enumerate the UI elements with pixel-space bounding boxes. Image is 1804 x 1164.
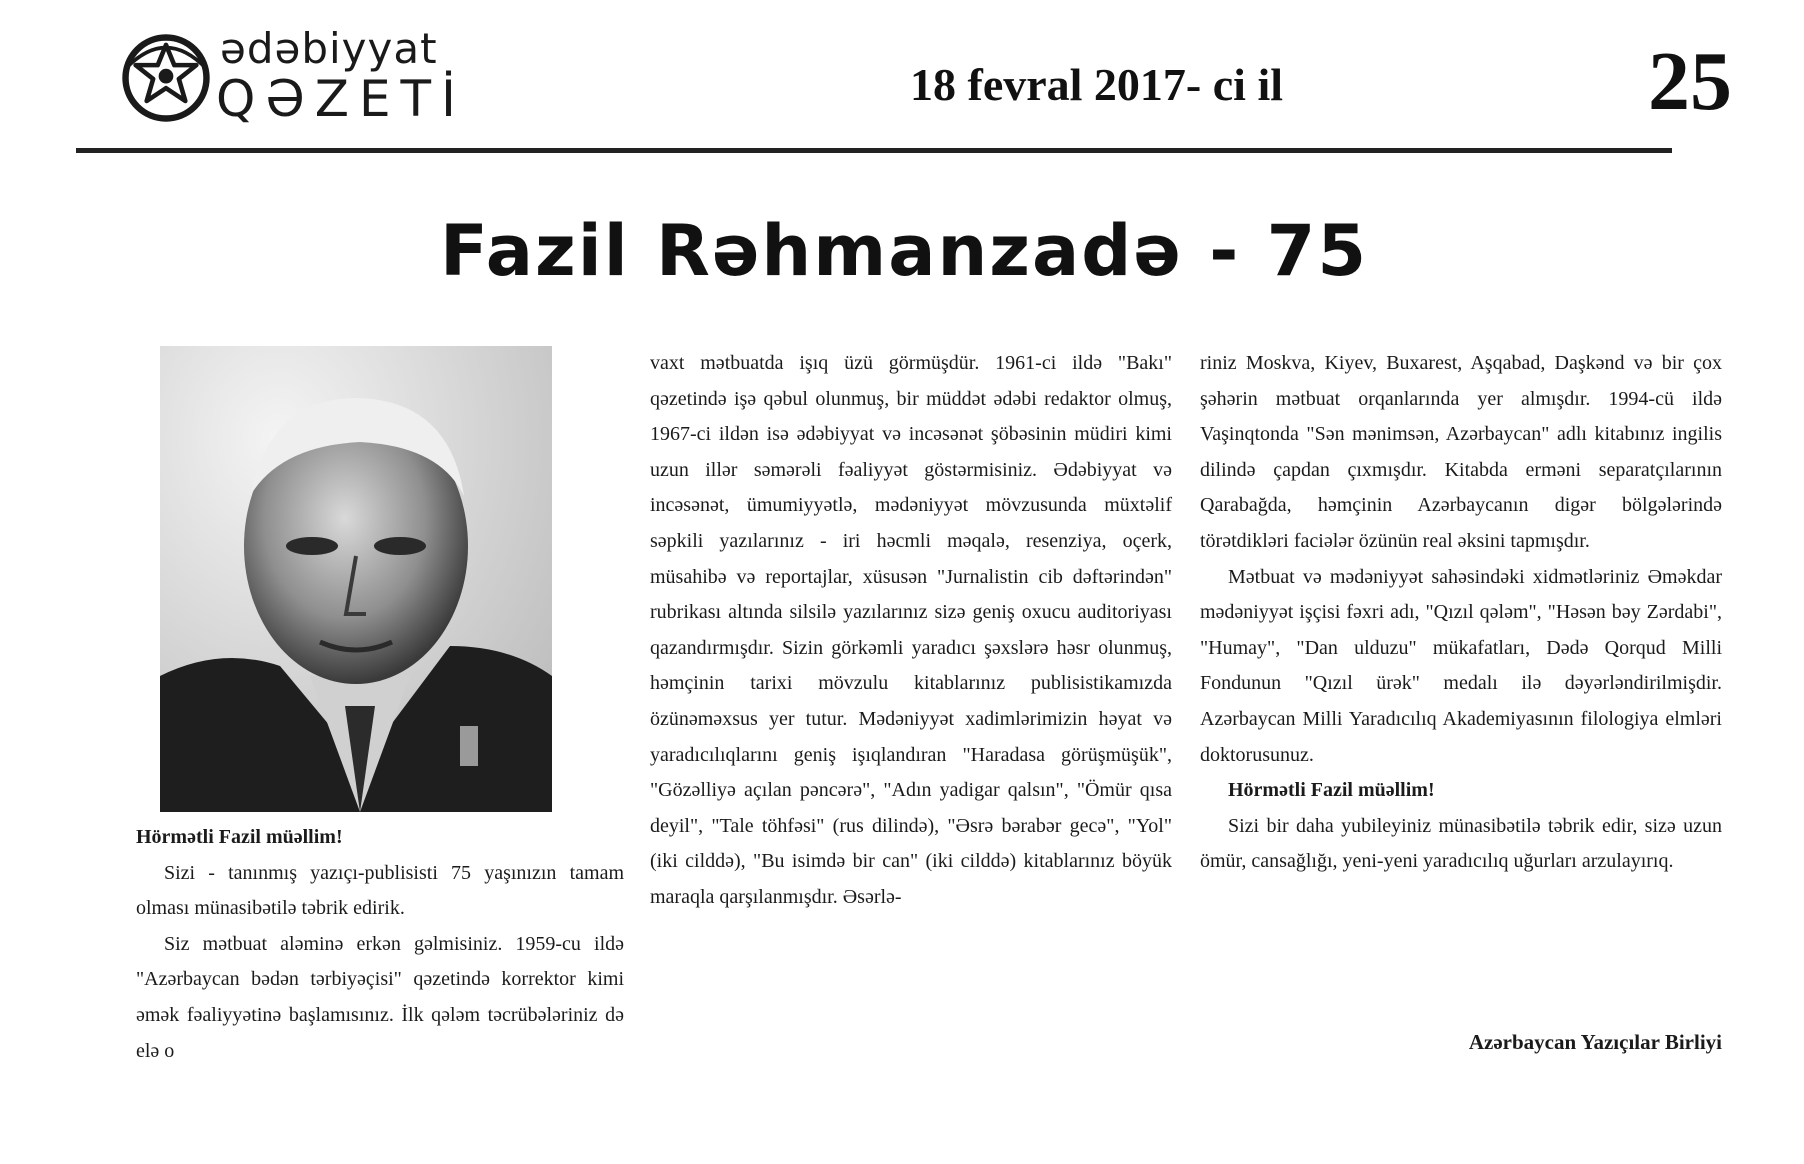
paragraph: Sizi bir daha yubileyiniz münasibətilə təbrik edir, sizə uzun ömür, cansağlığı, yeni-yeni yaradıcılıq uğurları arzulayırıq. (1200, 814, 1722, 873)
greeting: Hörmətli Fazil müəllim! (1228, 779, 1435, 802)
logo-text-top: ədəbiyyat (220, 24, 438, 73)
article-title: Fazil Rəhmanzadə - 75 (440, 210, 1369, 292)
issue-date: 18 fevral 2017- ci il (910, 59, 1284, 110)
page-number: 25 (1648, 35, 1732, 128)
portrait-image (160, 346, 552, 812)
author-portrait (160, 346, 552, 812)
signature: Azərbaycan Yazıçılar Birliyi (1468, 1030, 1722, 1054)
paragraph: riniz Moskva, Kiyev, Buxarest, Aşqabad, Daşkənd və bir çox şəhərin mətbuat orqanlarında yer almışdır. 1994-cü ildə Vaşinqtonda "Sən mənimsən, Azərbaycan" adlı kitabınız ingilis dilində çapdan çıxmışdır. Kitabda erməni separatçılarının Qarabağda, həmçinin Azərbaycanın digər bölgələrində törətdikləri faciələr özünün real əksini tapmışdır. (1200, 352, 1722, 552)
masthead-logo (120, 24, 466, 128)
header-divider (76, 148, 1672, 153)
paragraph: vaxt mətbuatda işıq üzü görmüşdür. 1961-ci ildə "Bakı" qəzetində işə qəbul olunmuş, bir müddət ədəbi redaktor olmuş, 1967-ci ildən isə ədəbiyyat və incəsənət şöbəsinin müdiri kimi uzun illər səmərəli fəaliyyət göstərmisiniz. Ədəbiyyat və incəsənət, ümumiyyətlə, mədəniyyət mövzusunda müxtəlif səpkili yazılarınız - iri həcmli məqalə, resenziya, oçerk, müsahibə və reportajlar, xüsusən "Jurnalistin cib dəftərindən" rubrikası altında silsilə yazılarınız sizə geniş oxucu auditoriyası qazandırmışdır. Sizin görkəmli yaradıcı şəxslərə həsr olunmuş, həmçinin tarixi mövzulu kitablarınız publisistikamızda özünəməxsus yer tutur. Mədəniyyət xadimlərimizin həyat və yaradıcılıqlarını geniş işıqlandıran "Haradasa görüşmüşük", "Gözəlliyə açılan pəncərə", "Adın yadigar qalsın", "Ömür qısa deyil", "Tale töhfəsi" (rus dilində), "Əsrə bərabər gecə", "Yol" (iki cilddə), "Bu isimdə bir can" (iki cilddə) kitablarınız böyük maraqla qarşılanmışdır. Əsərlə- (650, 352, 1172, 908)
greeting: Hörmətli Fazil müəllim! (136, 826, 343, 848)
article-column-3 (1200, 346, 1722, 880)
article-column-1 (136, 820, 624, 1069)
article-column-2 (650, 346, 1172, 916)
paragraph: Mətbuat və mədəniyyət sahəsindəki xidmətləriniz Əməkdar mədəniyyət işçisi fəxri adı, "Qızıl qələm", "Həsən bəy Zərdabi", "Humay", "Dan ulduzu" mükafatları, Dədə Qorqud Milli Fondunun "Qızıl ürək" medalı ilə dəyərləndirilmişdir. Azərbaycan Milli Yaradıcılıq Akademiyasının filologiya elmləri doktorusunuz. (1200, 565, 1722, 766)
emblem-star-icon (120, 32, 212, 124)
paragraph: Siz mətbuat aləminə erkən gəlmisiniz. 1959-cu ildə "Azərbaycan bədən tərbiyəçisi" qəzetində korrektor kimi əmək fəaliyyətinə başlamısınız. İlk qələm təcrübələriniz də elə o (136, 932, 624, 1062)
paragraph: Sizi - tanınmış yazıçı-publisisti 75 yaşınızın tamam olması münasibətilə təbrik edirik. (136, 861, 624, 920)
logo-text-bottom: QƏZETİ (216, 70, 466, 128)
